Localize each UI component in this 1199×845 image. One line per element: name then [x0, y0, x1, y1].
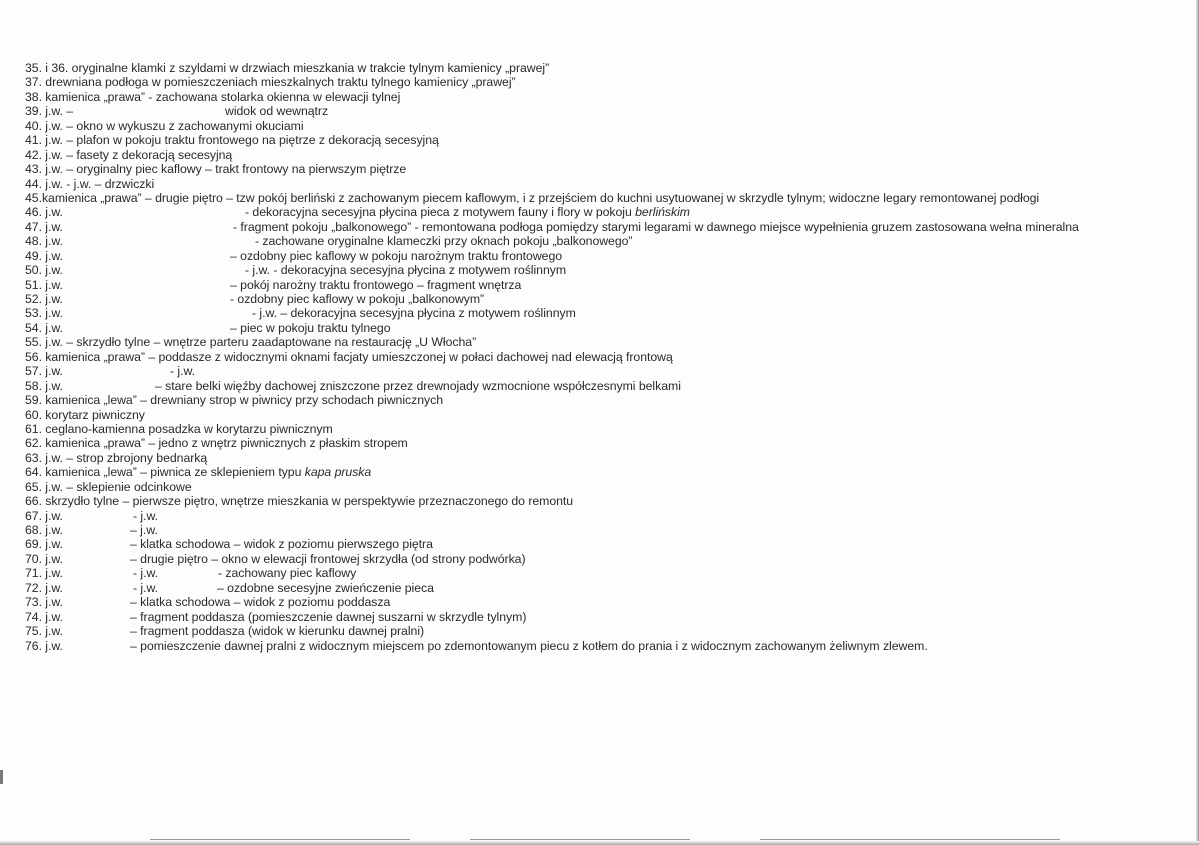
- caption-text: - ozdobny piec kaflowy w pokoju „balkonowym”: [230, 292, 485, 306]
- caption-text: - zachowane oryginalne klameczki przy oknach pokoju „balkonowego”: [255, 234, 633, 249]
- caption-text: 42. j.w. – fasety z dekoracją secesyjną: [25, 147, 233, 162]
- caption-text: - j.w.: [170, 364, 195, 379]
- caption-number: 53. j.w.: [25, 306, 63, 321]
- caption-text-italic: kapa pruska: [304, 465, 372, 480]
- caption-text-main: - dekoracyjna secesyjna płycina pieca z motywem fauny i flory w pokoju: [245, 205, 632, 220]
- caption-number: 74. j.w.: [25, 609, 63, 624]
- caption-text-main: 64. kamienica „lewa” – piwnica ze sklepieniem typu: [25, 465, 302, 480]
- caption-text: widok od wewnątrz: [225, 104, 329, 119]
- caption-row: [25, 104, 1185, 118]
- caption-row: [25, 119, 1185, 133]
- caption-text: 37. drewniana podłoga w pomieszczeniach mieszkalnych traktu tylnego kamienicy „prawej”: [25, 75, 516, 90]
- caption-text: – fragment poddasza (widok w kierunku dawnej pralni): [130, 624, 425, 639]
- caption-text: – fragment poddasza (pomieszczenie dawnej suszarni w skrzydle tylnym): [130, 609, 527, 624]
- caption-row: [25, 61, 1185, 75]
- caption-number: 72. j.w.: [25, 580, 63, 595]
- caption-row: [25, 408, 1185, 422]
- caption-text: – ozdobny piec kaflowy w pokoju narożnym traktu frontowego: [230, 248, 563, 263]
- caption-number: 57. j.w.: [25, 364, 63, 379]
- caption-text: [245, 205, 690, 219]
- caption-text: - j.w.: [133, 566, 158, 581]
- caption-row: [25, 436, 1185, 450]
- caption-text: 60. korytarz piwniczny: [25, 407, 145, 422]
- caption-number: 47. j.w.: [25, 219, 63, 234]
- caption-row: [25, 90, 1185, 104]
- scan-edge-mark: [0, 770, 3, 784]
- caption-number: 54. j.w.: [25, 320, 63, 335]
- caption-row: [25, 465, 1185, 479]
- caption-text: 66. skrzydło tylne – pierwsze piętro, wnętrze mieszkania w perspektywie przeznaczonego do remontu: [25, 494, 574, 509]
- caption-row: [25, 624, 1185, 638]
- caption-text: - fragment pokoju „balkonowego” - remontowana podłoga pomiędzy starymi legarami w dawnego miejsce wypełnienia gruzem zastosowana wełna mineralna: [233, 219, 1079, 234]
- caption-row: [25, 422, 1185, 436]
- caption-row: [25, 133, 1185, 147]
- caption-text: – piec w pokoju traktu tylnego: [230, 320, 391, 335]
- caption-row: [25, 278, 1185, 292]
- caption-text-detail: – ozdobne secesyjne zwieńczenie pieca: [217, 580, 434, 595]
- caption-number: 69. j.w.: [25, 537, 63, 552]
- caption-row: [25, 610, 1185, 624]
- caption-row: [25, 537, 1185, 551]
- caption-row: [25, 379, 1185, 393]
- caption-number: 50. j.w.: [25, 263, 63, 278]
- caption-number: 76. j.w.: [25, 638, 63, 653]
- caption-text: 62. kamienica „prawa” – jedno z wnętrz piwnicznych z płaskim stropem: [25, 436, 408, 451]
- caption-row: [25, 306, 1185, 320]
- caption-text: 45.kamienica „prawa” – drugie piętro – tzw pokój berliński z zachowanym piecem kaflowym, i z przejściem do kuchni usytuowanej w skrzydle tylnym; widoczne legary remontowanej podłogi: [25, 190, 1040, 205]
- caption-text: 59. kamienica „lewa” – drewniany strop w piwnicy przy schodach piwnicznych: [25, 393, 443, 408]
- caption-row: [25, 581, 1185, 595]
- caption-text: - j.w. - dekoracyjna secesyjna płycina z motywem roślinnym: [245, 263, 567, 278]
- caption-row: [25, 335, 1185, 349]
- caption-text: 63. j.w. – strop zbrojony bednarką: [25, 450, 208, 465]
- caption-text-detail: - zachowany piec kaflowy: [218, 566, 357, 581]
- caption-text: 41. j.w. – plafon w pokoju traktu frontowego na piętrze z dekoracją secesyjną: [25, 133, 439, 148]
- caption-row: [25, 552, 1185, 566]
- caption-number: 39. j.w. –: [25, 104, 74, 119]
- caption-text: 44. j.w. - j.w. – drzwiczki: [25, 176, 155, 191]
- caption-row: [25, 234, 1185, 248]
- caption-row: [25, 205, 1185, 219]
- scan-speckle: [470, 839, 690, 840]
- caption-number: 70. j.w.: [25, 551, 63, 566]
- caption-row: [25, 451, 1185, 465]
- caption-row: [25, 364, 1185, 378]
- caption-number: 46. j.w.: [25, 205, 63, 220]
- scan-speckle: [150, 839, 410, 840]
- caption-number: 73. j.w.: [25, 595, 63, 610]
- caption-row: [25, 148, 1185, 162]
- caption-row: [25, 393, 1185, 407]
- caption-row: [25, 191, 1185, 205]
- caption-text: – drugie piętro – okno w elewacji frontowej skrzydła (od strony podwórka): [130, 551, 526, 566]
- caption-text: [25, 465, 371, 479]
- caption-row: [25, 321, 1185, 335]
- caption-row: [25, 595, 1185, 609]
- caption-row: [25, 639, 1185, 653]
- caption-row: [25, 509, 1185, 523]
- caption-text-italic: berlińskim: [635, 205, 690, 220]
- caption-number: 49. j.w.: [25, 248, 63, 263]
- caption-text: 43. j.w. – oryginalny piec kaflowy – trakt frontowy na pierwszym piętrze: [25, 162, 407, 177]
- caption-text: – stare belki więźby dachowej zniszczone przez drewnojady wzmocnione współczesnymi belkami: [155, 378, 681, 393]
- caption-row: [25, 480, 1185, 494]
- caption-text: – klatka schodowa – widok z poziomu pierwszego piętra: [130, 537, 433, 552]
- caption-text: – pomieszczenie dawnej pralni z widocznym miejscem po zdemontowanym piecu z kotłem do prania i z widocznym zachowanym żeliwnym zlewem.: [130, 638, 928, 653]
- caption-number: 67. j.w.: [25, 508, 63, 523]
- caption-text: – klatka schodowa – widok z poziomu poddasza: [130, 595, 391, 610]
- scan-edge-bottom: [0, 841, 1199, 845]
- caption-number: 71. j.w.: [25, 566, 63, 581]
- caption-row: [25, 162, 1185, 176]
- caption-row: [25, 75, 1185, 89]
- caption-text: 38. kamienica „prawa” - zachowana stolarka okienna w elewacji tylnej: [25, 89, 401, 104]
- caption-number: 75. j.w.: [25, 624, 63, 639]
- caption-row: [25, 566, 1185, 580]
- caption-row: [25, 263, 1185, 277]
- caption-text: - j.w.: [133, 508, 158, 523]
- caption-text: - j.w. – dekoracyjna secesyjna płycina z motywem roślinnym: [252, 306, 576, 321]
- caption-text: 65. j.w. – sklepienie odcinkowe: [25, 479, 192, 494]
- caption-number: 68. j.w.: [25, 523, 63, 537]
- caption-number: 58. j.w.: [25, 378, 63, 393]
- scan-speckle: [760, 839, 1060, 840]
- caption-row: [25, 292, 1185, 306]
- caption-text: - j.w.: [133, 580, 158, 595]
- caption-row: [25, 220, 1185, 234]
- caption-text: 61. ceglano-kamienna posadzka w korytarzu piwnicznym: [25, 421, 333, 436]
- caption-text: 55. j.w. – skrzydło tylne – wnętrze parteru zaadaptowane na restaurację „U Włocha”: [25, 335, 477, 350]
- caption-text: 40. j.w. – okno w wykuszu z zachowanymi okuciami: [25, 118, 304, 133]
- caption-number: 51. j.w.: [25, 277, 63, 292]
- caption-text: – pokój narożny traktu frontowego – fragment wnętrza: [230, 277, 522, 292]
- caption-number: 52. j.w.: [25, 292, 63, 306]
- caption-text: – j.w.: [130, 523, 158, 537]
- caption-number: 48. j.w.: [25, 234, 63, 249]
- caption-text: 35. i 36. oryginalne klamki z szyldami w drzwiach mieszkania w trakcie tylnym kamienicy „prawej”: [25, 61, 550, 75]
- caption-row: [25, 177, 1185, 191]
- photo-caption-list: [25, 61, 1185, 653]
- caption-row: [25, 494, 1185, 508]
- caption-row: [25, 523, 1185, 537]
- caption-row: [25, 249, 1185, 263]
- caption-text: 56. kamienica „prawa” – poddasze z widocznymi oknami facjaty umieszczonej w połaci dachowej nad elewacją frontową: [25, 349, 673, 364]
- caption-row: [25, 350, 1185, 364]
